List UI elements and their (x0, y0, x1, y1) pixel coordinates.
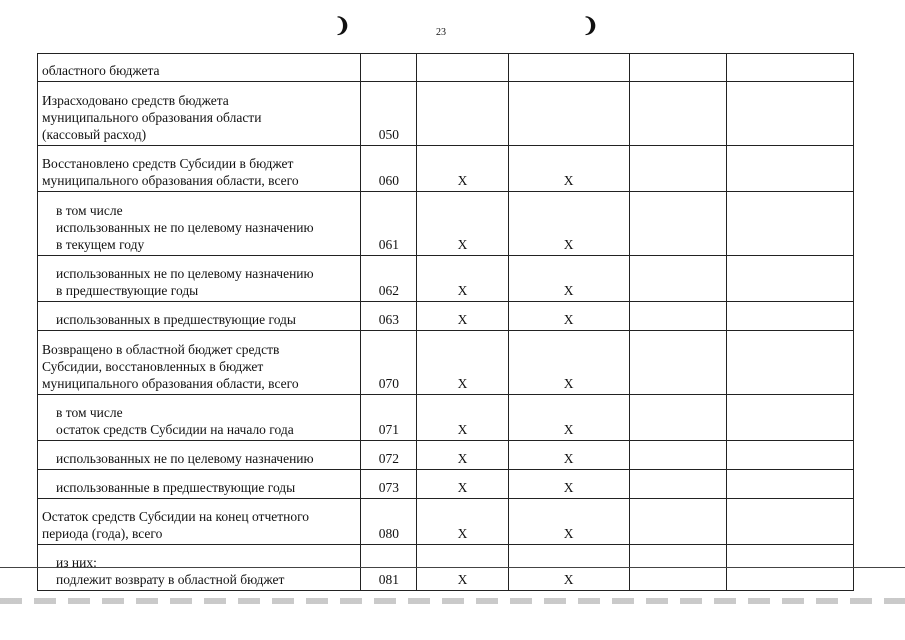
cell-col3: X (417, 331, 508, 395)
row-code: 073 (361, 470, 417, 499)
cell-col3: X (417, 470, 508, 499)
cell-col4: X (508, 470, 629, 499)
cell-col5 (629, 192, 726, 256)
row-label-line: использованных в предшествующие годы (56, 312, 297, 327)
cell-col3: X (417, 256, 508, 302)
row-code: 060 (361, 146, 417, 192)
row-label-line: (кассовый расход) (42, 127, 147, 142)
cell-col4: X (508, 545, 629, 591)
cell-col3 (417, 54, 508, 82)
row-label (38, 146, 361, 192)
table-row (38, 146, 854, 192)
row-label-line: использованных не по целевому назначению (56, 266, 314, 281)
table-row (38, 82, 854, 146)
row-code: 071 (361, 395, 417, 441)
row-label (38, 441, 361, 470)
cell-col6 (726, 256, 853, 302)
cell-col4 (508, 54, 629, 82)
cell-col3: X (417, 545, 508, 591)
row-label-line: остаток средств Субсидии на начало года (56, 422, 294, 437)
row-label (38, 192, 361, 256)
table-row (38, 302, 854, 331)
row-code: 061 (361, 192, 417, 256)
cell-col3: X (417, 441, 508, 470)
row-code: 062 (361, 256, 417, 302)
cell-col3: X (417, 395, 508, 441)
cell-col6 (726, 470, 853, 499)
cell-col4 (508, 82, 629, 146)
cell-col4: X (508, 302, 629, 331)
row-label-line: в предшествующие годы (56, 283, 199, 298)
cell-col5 (629, 395, 726, 441)
row-label-line: периода (года), всего (42, 526, 163, 541)
row-code: 072 (361, 441, 417, 470)
row-code: 063 (361, 302, 417, 331)
row-label (38, 395, 361, 441)
report-table (37, 53, 854, 591)
table-row (38, 54, 854, 82)
cell-col5 (629, 302, 726, 331)
cell-col4: X (508, 256, 629, 302)
table-row (38, 331, 854, 395)
cell-col6 (726, 302, 853, 331)
report-table-body (38, 54, 854, 591)
row-label (38, 54, 361, 82)
cell-col4: X (508, 331, 629, 395)
cell-col3: X (417, 146, 508, 192)
cell-col4: X (508, 499, 629, 545)
table-row (38, 256, 854, 302)
cell-col3: X (417, 192, 508, 256)
row-code: 050 (361, 82, 417, 146)
cell-col6 (726, 395, 853, 441)
cell-col6 (726, 499, 853, 545)
cell-col5 (629, 470, 726, 499)
row-label-line: Субсидии, восстановленных в бюджет (42, 359, 264, 374)
row-code: 070 (361, 331, 417, 395)
cell-col4: X (508, 441, 629, 470)
cell-col5 (629, 146, 726, 192)
table-row (38, 441, 854, 470)
row-label-line: муниципального образования области, всего (42, 376, 299, 391)
cell-col5 (629, 256, 726, 302)
row-label-line: в текущем году (56, 237, 145, 252)
cell-col5 (629, 82, 726, 146)
row-label-line: использованные в предшествующие годы (56, 480, 296, 495)
cell-col6 (726, 54, 853, 82)
cell-col6 (726, 331, 853, 395)
cell-col5 (629, 499, 726, 545)
row-label-line: Израсходовано средств бюджета (42, 93, 229, 108)
row-label-line: из них: (56, 555, 97, 570)
row-code (361, 54, 417, 82)
table-row (38, 499, 854, 545)
row-label (38, 499, 361, 545)
row-label (38, 82, 361, 146)
row-label-line: Остаток средств Субсидии на конец отчетного (42, 509, 310, 524)
row-label-line: муниципального образования области, всего (42, 173, 299, 188)
cell-col4: X (508, 395, 629, 441)
table-row (38, 395, 854, 441)
cell-col4: X (508, 192, 629, 256)
row-label-line: в том числе (56, 405, 123, 420)
row-label-line: подлежит возврату в областной бюджет (56, 572, 285, 587)
table-row (38, 192, 854, 256)
row-label-line: Возвращено в областной бюджет средств (42, 342, 280, 357)
row-label (38, 331, 361, 395)
punch-hole-mark-left: ❩ (334, 15, 351, 37)
scan-artifact-dashes (0, 598, 905, 604)
scan-artifact-line (0, 567, 905, 568)
cell-col3 (417, 82, 508, 146)
cell-col5 (629, 331, 726, 395)
row-label-line: муниципального образования области (42, 110, 262, 125)
cell-col6 (726, 192, 853, 256)
cell-col3: X (417, 499, 508, 545)
cell-col4: X (508, 146, 629, 192)
cell-col6 (726, 441, 853, 470)
table-row (38, 470, 854, 499)
row-label (38, 256, 361, 302)
cell-col5 (629, 441, 726, 470)
row-code: 081 (361, 545, 417, 591)
punch-hole-mark-right: ❩ (582, 15, 599, 37)
row-label-line: использованных не по целевому назначению (56, 451, 314, 466)
cell-col3: X (417, 302, 508, 331)
cell-col6 (726, 82, 853, 146)
row-code: 080 (361, 499, 417, 545)
row-label (38, 470, 361, 499)
row-label-line: использованных не по целевому назначению (56, 220, 314, 235)
row-label-line: областного бюджета (42, 63, 160, 78)
row-label-line: Восстановлено средств Субсидии в бюджет (42, 156, 294, 171)
page-number: 23 (436, 27, 446, 38)
row-label-line: в том числе (56, 203, 123, 218)
cell-col5 (629, 54, 726, 82)
cell-col6 (726, 146, 853, 192)
row-label (38, 302, 361, 331)
